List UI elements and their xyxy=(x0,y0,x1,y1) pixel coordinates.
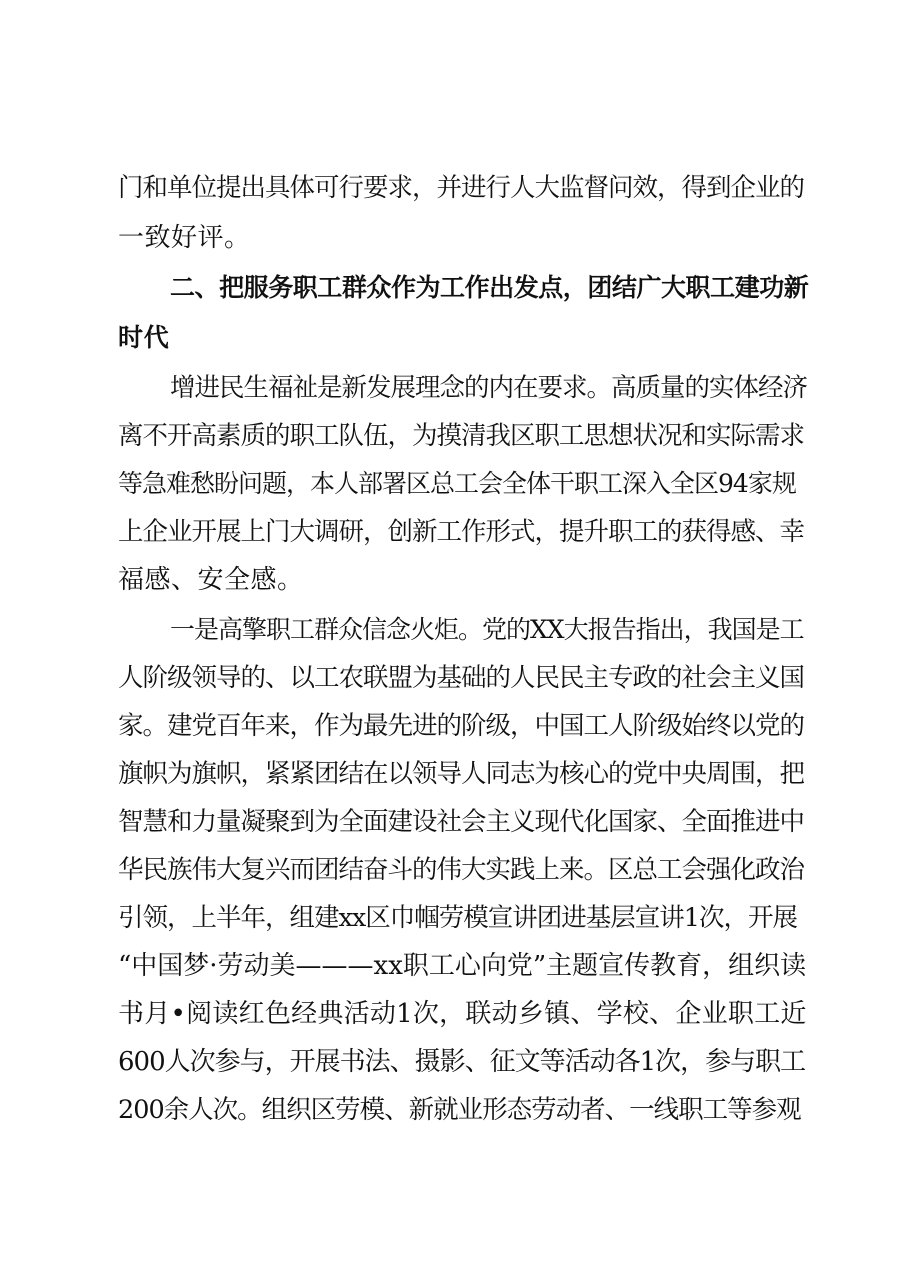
body-text-line: 旗帜为旗帜，紧紧团结在以领导人同志为核心的党中央周围，把 xyxy=(118,759,805,789)
body-text-line: 华民族伟大复兴而团结奋斗的伟大实践上来。区总工会强化政治 xyxy=(118,855,805,885)
body-text-line: 书月•阅读红色经典活动1次，联动乡镇、学校、企业职工近 xyxy=(118,999,807,1029)
body-text-line: 一致好评。 xyxy=(118,223,251,253)
body-text-line: 门和单位提出具体可行要求，并进行人大监督问效，得到企业的 xyxy=(118,173,805,203)
body-text-line: 上企业开展上门大调研，创新工作形式，提升职工的获得感、幸 xyxy=(118,517,805,547)
body-text-line: “中国梦·劳动美———xx职工心向党”主题宣传教育，组织读 xyxy=(118,951,807,981)
body-text-line: 福感、安全感。 xyxy=(118,565,304,595)
body-text-line: 人阶级领导的、以工农联盟为基础的人民民主专政的社会主义国 xyxy=(118,663,805,693)
body-text-line: 引领，上半年，组建xx区巾帼劳模宣讲团进基层宣讲1次，开展 xyxy=(118,903,797,933)
body-text-line: 家。建党百年来，作为最先进的阶级，中国工人阶级始终以党的 xyxy=(118,711,805,741)
body-text-line: 200余人次。组织区劳模、新就业形态劳动者、一线职工等参观 xyxy=(118,1095,801,1125)
paragraph-first-line: 一是高擎职工群众信念火炬。党的XX大报告指出，我国是工 xyxy=(170,615,804,644)
body-text-line: 离不开高素质的职工队伍，为摸清我区职工思想状况和实际需求 xyxy=(118,421,805,451)
paragraph-first-line: 增进民生福祉是新发展理念的内在要求。高质量的实体经济 xyxy=(170,373,808,403)
body-text-line: 智慧和力量凝聚到为全面建设社会主义现代化国家、全面推进中 xyxy=(118,807,805,837)
section-heading-continued: 时代 xyxy=(118,323,170,352)
body-text-line: 等急难愁盼问题，本人部署区总工会全体干职工深入全区94家规 xyxy=(118,469,796,498)
section-heading: 二、把服务职工群众作为工作出发点，团结广大职工建功新 xyxy=(170,273,809,302)
body-text-line: 600人次参与，开展书法、摄影、征文等活动各1次，参与职工 xyxy=(118,1047,806,1077)
